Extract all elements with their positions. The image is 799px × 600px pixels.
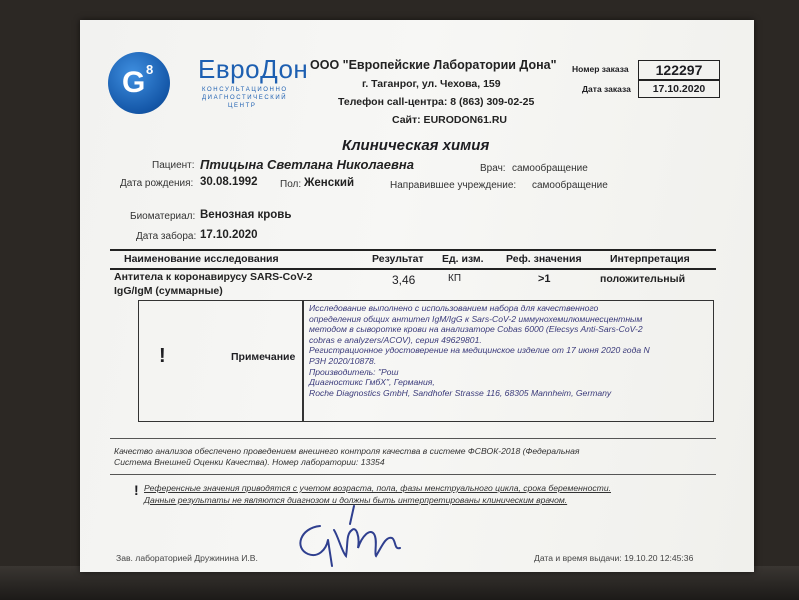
brand-sub-2: ДИАГНОСТИЧЕСКИЙ bbox=[202, 95, 288, 101]
dob-label: Дата рождения: bbox=[120, 178, 194, 189]
note-line: cobras e analyzers/ACOV), серия 49629801. bbox=[309, 334, 482, 345]
logo-g8-icon: G 8 bbox=[108, 52, 170, 114]
test-result: 3,46 bbox=[392, 273, 416, 287]
col-header-ref: Реф. значения bbox=[506, 253, 582, 265]
order-number: 122297 bbox=[638, 60, 720, 80]
col-header-unit: Ед. изм. bbox=[442, 253, 484, 265]
note-line: Исследование выполнено с использованием набора для качественного bbox=[309, 303, 599, 313]
lab-report-document bbox=[80, 20, 754, 572]
col-header-result: Результат bbox=[372, 253, 424, 265]
lab-address: г. Таганрог, ул. Чехова, 159 bbox=[362, 78, 501, 90]
issue-datetime: Дата и время выдачи: 19.10.20 12:45:36 bbox=[534, 553, 694, 563]
doctor-value: самообращение bbox=[512, 163, 588, 174]
note-line: Регистрационное удостоверение на медицинское изделие от 17 июня 2020 года N bbox=[309, 345, 650, 356]
quality-line1: Качество анализов обеспечено проведением внешнего контроля качества в системе ФСВОК-2018 (Федеральная bbox=[114, 446, 580, 456]
collection-date-value: 17.10.2020 bbox=[200, 229, 258, 241]
lab-site: Сайт: EURODON61.RU bbox=[392, 114, 507, 126]
note-box bbox=[138, 300, 714, 422]
note-text bbox=[309, 303, 709, 398]
note-line: Roche Diagnostics GmbH, Sandhofer Strasse 116, 68305 Mannheim, Germany bbox=[309, 387, 612, 398]
disclaimer-line2: Данные результаты не являются диагнозом и должны быть интерпретированы клиническим врачом. bbox=[144, 495, 568, 505]
note-line: Производитель: "Рош bbox=[309, 366, 399, 377]
patient-label: Пациент: bbox=[152, 160, 195, 171]
note-line: РЗН 2020/10878. bbox=[309, 355, 377, 366]
order-number-label: Номер заказа bbox=[572, 64, 629, 74]
biomaterial-label: Биоматериал: bbox=[130, 211, 196, 222]
brand-sub-1: КОНСУЛЬТАЦИОННО bbox=[202, 87, 288, 93]
brand-name: ЕвроДон bbox=[198, 54, 309, 84]
disclaimer-line1: Референсные значения приводятся с учетом возраста, пола, фазы менструального цикла, срока беременности. bbox=[144, 483, 611, 493]
referral-value: самообращение bbox=[532, 180, 608, 191]
table-top-rule bbox=[110, 249, 716, 251]
note-divider bbox=[302, 301, 304, 421]
test-name-line1: Антитела к коронавирусу SARS-CoV-2 bbox=[114, 271, 313, 283]
patient-name: Птицына Светлана Николаевна bbox=[200, 157, 414, 172]
referral-label: Направившее учреждение: bbox=[390, 180, 517, 191]
collection-date-label: Дата забора: bbox=[136, 231, 197, 242]
order-date: 17.10.2020 bbox=[638, 80, 720, 98]
col-header-interpretation: Интерпретация bbox=[610, 253, 690, 265]
sex-label: Пол: bbox=[280, 179, 302, 190]
note-exclamation-icon: ! bbox=[159, 345, 166, 367]
test-unit: КП bbox=[448, 273, 462, 284]
note-line: методом в сыворотке крови на анализаторе Cobas 6000 (Elecsys Anti-Sars-CoV-2 bbox=[309, 324, 643, 335]
dob-value: 30.08.1992 bbox=[200, 176, 258, 188]
table-header-rule bbox=[110, 268, 716, 270]
quality-rule bbox=[110, 438, 716, 439]
quality-statement bbox=[114, 446, 714, 468]
doctor-label: Врач: bbox=[480, 163, 506, 174]
quality-rule-bottom bbox=[110, 474, 716, 475]
note-line: определения общих антител IgM/IgG к Sars-CoV-2 иммунохемилюминесцентным bbox=[309, 313, 643, 324]
test-ref: >1 bbox=[538, 273, 551, 285]
order-date-label: Дата заказа bbox=[582, 84, 631, 94]
note-line: Диагностикс ГмбХ", Германия, bbox=[309, 377, 435, 388]
test-name-line2: IgG/IgM (суммарные) bbox=[114, 285, 223, 297]
quality-line2: Система Внешней Оценки Качества). Номер лаборатории: 13354 bbox=[114, 457, 385, 467]
lab-name: ООО "Европейские Лаборатории Дона" bbox=[310, 58, 557, 72]
disclaimer-exclamation-icon: ! bbox=[134, 482, 139, 498]
sex-value: Женский bbox=[304, 177, 355, 189]
lab-head: Зав. лабораторией Дружинина И.В. bbox=[116, 553, 258, 563]
report-title: Клиническая химия bbox=[342, 137, 490, 154]
brand-sub-3: ЦЕНТР bbox=[228, 103, 257, 109]
signature-scribble bbox=[290, 496, 420, 572]
col-header-name: Наименование исследования bbox=[124, 253, 279, 265]
test-interpretation: положительный bbox=[600, 273, 686, 285]
biomaterial-value: Венозная кровь bbox=[200, 209, 292, 221]
note-label: Примечание bbox=[231, 351, 296, 363]
lab-phone: Телефон call-центра: 8 (863) 309-02-25 bbox=[338, 96, 535, 108]
